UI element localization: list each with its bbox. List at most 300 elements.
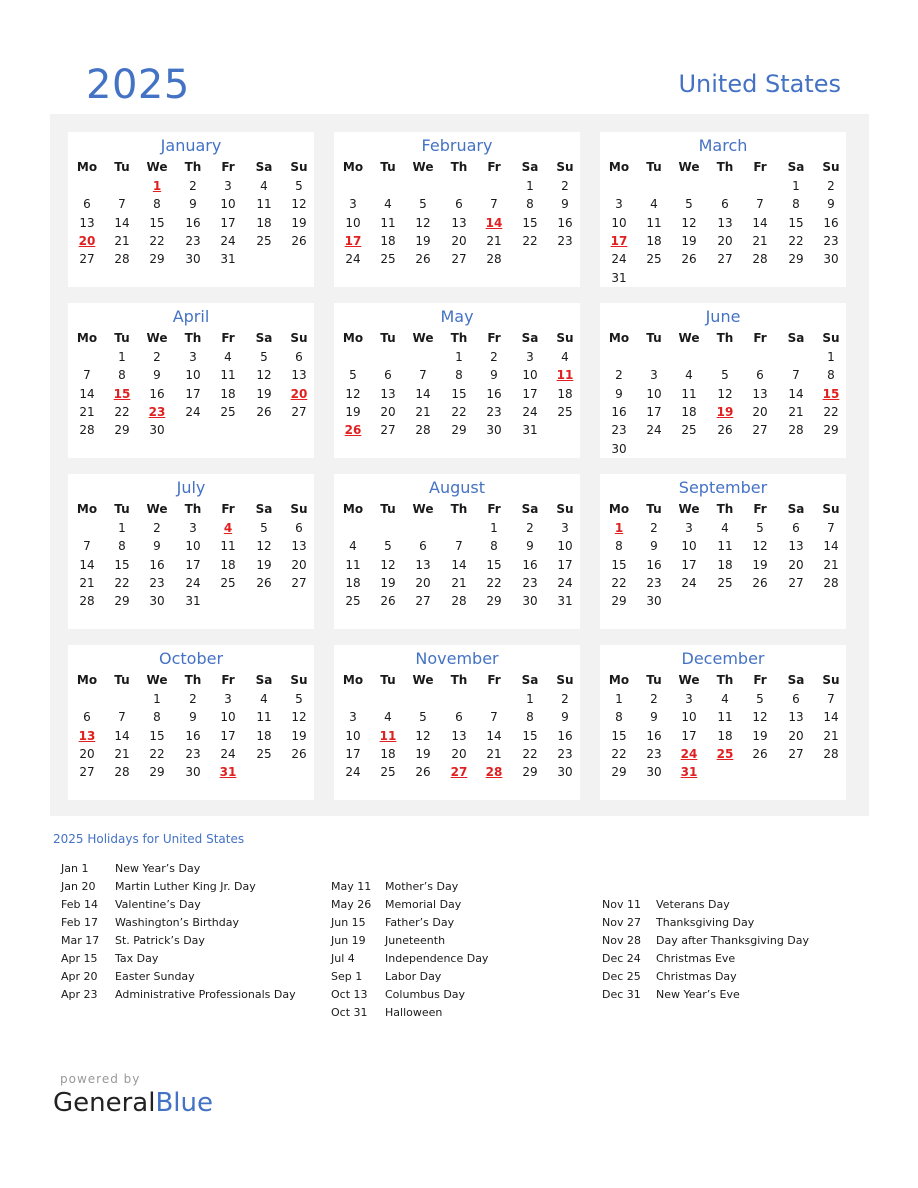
month-february [334,132,580,287]
day-cell: 9 [561,197,569,212]
month-name: July [176,478,206,497]
holiday-item [602,914,809,932]
holiday-name: Father’s Day [385,916,455,929]
day-cell: 10 [220,710,236,725]
day-cell: 16 [522,557,538,572]
day-cell: 3 [189,350,197,364]
day-cell: 21 [451,575,467,590]
day-cell: 20 [717,233,733,248]
holiday-item [61,932,296,950]
day-cell: 16 [486,386,502,401]
day-cell: 21 [823,557,839,572]
day-cell: 10 [345,215,361,230]
day-cell: 8 [526,710,534,725]
day-cell: 2 [650,692,658,706]
holiday-day-cell: 17 [610,233,628,248]
day-cell: 10 [185,539,201,554]
day-cell: 17 [557,557,573,572]
day-cell: 5 [260,521,268,535]
weekday-label: Th [184,673,202,687]
holiday-day-cell: 20 [78,233,96,248]
day-cell: 30 [557,765,573,780]
day-cell: 28 [114,765,130,780]
day-cell: 25 [256,233,272,248]
weekday-label: Tu [114,160,130,174]
weekday-label: Su [822,160,840,174]
day-cell: 17 [345,746,361,761]
day-cell: 29 [611,594,627,609]
day-cell: 22 [114,404,130,419]
day-cell: 18 [256,728,272,743]
day-cell: 14 [114,728,130,743]
day-cell: 7 [419,368,427,383]
holiday-date: Jul 4 [331,952,355,965]
holiday-day-cell: 14 [485,215,503,230]
day-cell: 6 [83,710,91,725]
day-cell: 23 [185,746,201,761]
weekday-label: Fr [221,502,235,516]
day-cell: 14 [486,728,502,743]
day-cell: 21 [114,746,130,761]
day-cell: 8 [827,368,835,383]
day-cell: 2 [189,179,197,193]
holiday-date: Nov 11 [602,898,641,911]
weekday-label: Sa [255,502,273,516]
holiday-item [61,986,296,1004]
holiday-name: Halloween [385,1006,443,1019]
day-cell: 2 [561,179,569,193]
holiday-item [602,950,809,968]
day-cell: 11 [220,539,236,554]
day-cell: 18 [220,386,236,401]
holiday-name: Memorial Day [385,898,462,911]
day-cell: 17 [681,728,697,743]
weekday-label: Tu [646,673,662,687]
day-cell: 6 [419,539,427,554]
day-cell: 20 [291,557,307,572]
day-cell: 20 [451,233,467,248]
day-cell: 15 [451,386,467,401]
weekday-label: Fr [221,331,235,345]
day-cell: 23 [646,746,662,761]
holiday-item [61,860,296,878]
weekday-label: Sa [521,160,539,174]
day-cell: 21 [752,233,768,248]
day-cell: 28 [415,423,431,438]
day-cell: 22 [149,233,165,248]
day-cell: 19 [681,233,697,248]
day-cell: 28 [788,423,804,438]
holiday-date: Sep 1 [331,970,363,983]
day-cell: 5 [295,692,303,706]
day-cell: 12 [256,539,272,554]
day-cell: 30 [522,594,538,609]
day-cell: 22 [788,233,804,248]
weekday-label: We [146,673,168,687]
day-cell: 12 [752,539,768,554]
day-cell: 27 [380,423,396,438]
day-cell: 16 [557,728,573,743]
day-cell: 14 [79,557,95,572]
day-cell: 8 [615,539,623,554]
day-cell: 18 [380,233,396,248]
day-cell: 7 [756,197,764,212]
day-cell: 27 [451,252,467,267]
day-cell: 28 [823,575,839,590]
day-cell: 2 [153,350,161,364]
holiday-item [602,932,809,950]
day-cell: 22 [522,233,538,248]
day-cell: 12 [256,368,272,383]
month-march [600,132,846,287]
logo-blue-text: Blue [155,1088,214,1118]
day-cell: 8 [792,197,800,212]
day-cell: 14 [823,710,839,725]
day-cell: 20 [788,728,804,743]
day-cell: 3 [685,692,693,706]
day-cell: 5 [260,350,268,364]
day-cell: 16 [149,557,165,572]
holiday-date: Feb 17 [61,916,98,929]
weekday-label: Tu [380,160,396,174]
holiday-day-cell: 17 [344,233,362,248]
holiday-column [602,896,809,1004]
day-cell: 10 [611,215,627,230]
day-cell: 15 [522,728,538,743]
day-cell: 20 [451,746,467,761]
weekday-label: Tu [380,331,396,345]
day-cell: 24 [611,252,627,267]
day-cell: 28 [79,423,95,438]
weekday-label: Mo [342,331,364,345]
weekday-label: Mo [76,673,98,687]
holiday-date: Jan 1 [61,862,89,875]
day-cell: 15 [486,557,502,572]
day-cell: 16 [823,215,839,230]
holiday-name: Martin Luther King Jr. Day [115,880,256,893]
month-may [334,303,580,458]
holiday-date: Apr 15 [61,952,98,965]
holiday-name: Christmas Day [656,970,737,983]
day-cell: 7 [455,539,463,554]
day-cell: 10 [522,368,538,383]
weekday-label: Su [290,673,308,687]
day-cell: 14 [451,557,467,572]
holiday-item [61,914,296,932]
day-cell: 9 [615,386,623,401]
holiday-day-cell: 1 [614,521,624,535]
day-cell: 27 [291,404,307,419]
day-cell: 24 [681,575,697,590]
day-cell: 28 [114,252,130,267]
holiday-date: Jun 15 [331,916,366,929]
day-cell: 19 [256,386,272,401]
day-cell: 17 [185,557,201,572]
holidays-title: 2025 Holidays for United States [53,832,245,846]
day-cell: 31 [185,594,201,609]
day-cell: 10 [681,710,697,725]
day-cell: 27 [717,252,733,267]
day-cell: 26 [681,252,697,267]
day-cell: 24 [557,575,573,590]
day-cell: 10 [185,368,201,383]
holiday-name: St. Patrick’s Day [115,934,205,947]
weekday-label: Th [716,331,734,345]
day-cell: 13 [380,386,396,401]
day-cell: 26 [291,746,307,761]
weekday-label: Sa [255,331,273,345]
day-cell: 25 [717,575,733,590]
weekday-label: Tu [114,673,130,687]
holiday-item [602,968,809,986]
day-cell: 1 [792,179,800,193]
weekday-label: Th [716,673,734,687]
day-cell: 20 [380,404,396,419]
weekday-label: We [678,502,700,516]
holiday-item [602,986,809,1004]
day-cell: 6 [83,197,91,212]
day-cell: 15 [114,557,130,572]
day-cell: 6 [792,521,800,535]
holiday-item [331,986,488,1004]
day-cell: 27 [788,746,804,761]
day-cell: 12 [291,710,307,725]
holiday-day-cell: 11 [379,728,397,743]
day-cell: 29 [486,594,502,609]
weekday-label: Fr [487,160,501,174]
country-title: United States [678,70,841,98]
powered-by-label: powered by [60,1072,141,1086]
weekday-label: Fr [753,331,767,345]
weekday-label: Tu [646,331,662,345]
day-cell: 3 [650,368,658,383]
day-cell: 18 [557,386,573,401]
holiday-name: Easter Sunday [115,970,195,983]
weekday-label: We [678,673,700,687]
holiday-item [61,968,296,986]
day-cell: 13 [415,557,431,572]
weekday-label: We [146,331,168,345]
day-cell: 16 [646,557,662,572]
day-cell: 30 [611,441,627,456]
day-cell: 21 [114,233,130,248]
weekday-label: We [146,502,168,516]
holiday-date: Oct 13 [331,988,368,1001]
day-cell: 26 [717,423,733,438]
day-cell: 2 [650,521,658,535]
day-cell: 4 [561,350,569,364]
day-cell: 17 [681,557,697,572]
holiday-name: Christmas Eve [656,952,736,965]
day-cell: 3 [526,350,534,364]
day-cell: 7 [83,368,91,383]
holiday-day-cell: 31 [219,765,237,780]
day-cell: 13 [291,368,307,383]
day-cell: 18 [646,233,662,248]
holiday-day-cell: 26 [344,423,362,438]
day-cell: 23 [611,423,627,438]
day-cell: 18 [717,557,733,572]
holiday-name: Juneteenth [385,934,446,947]
day-cell: 7 [490,710,498,725]
day-cell: 22 [611,575,627,590]
day-cell: 11 [681,386,697,401]
day-cell: 18 [220,557,236,572]
day-cell: 22 [823,404,839,419]
day-cell: 17 [646,404,662,419]
day-cell: 17 [220,215,236,230]
day-cell: 12 [752,710,768,725]
day-cell: 16 [185,728,201,743]
day-cell: 10 [345,728,361,743]
day-cell: 24 [220,746,236,761]
day-cell: 6 [721,197,729,212]
weekday-label: Th [184,160,202,174]
holiday-name: Washington’s Birthday [115,916,240,929]
month-october [68,645,314,800]
day-cell: 15 [611,728,627,743]
day-cell: 2 [490,350,498,364]
holiday-name: Mother’s Day [385,880,459,893]
day-cell: 31 [611,270,627,285]
weekday-label: Su [556,331,574,345]
weekday-label: Mo [76,160,98,174]
holiday-name: Valentine’s Day [115,898,201,911]
weekday-label: Sa [787,160,805,174]
month-july [68,474,314,629]
day-cell: 10 [557,539,573,554]
month-name: May [440,307,474,326]
day-cell: 21 [79,575,95,590]
day-cell: 8 [526,197,534,212]
generalblue-logo[interactable] [53,1088,213,1118]
day-cell: 23 [646,575,662,590]
holiday-date: Dec 25 [602,970,641,983]
day-cell: 26 [256,404,272,419]
day-cell: 12 [415,728,431,743]
day-cell: 8 [455,368,463,383]
day-cell: 26 [752,575,768,590]
month-name: February [421,136,493,155]
day-cell: 1 [118,350,126,364]
day-cell: 30 [646,765,662,780]
holiday-name: Columbus Day [385,988,466,1001]
day-cell: 4 [260,692,268,706]
day-cell: 21 [823,728,839,743]
day-cell: 23 [185,233,201,248]
holiday-day-cell: 4 [223,521,233,535]
weekday-label: We [678,331,700,345]
day-cell: 2 [561,692,569,706]
day-cell: 1 [153,692,161,706]
day-cell: 9 [189,710,197,725]
holiday-day-cell: 20 [290,386,308,401]
day-cell: 2 [189,692,197,706]
day-cell: 20 [79,746,95,761]
holiday-item [331,896,488,914]
day-cell: 26 [291,233,307,248]
day-cell: 24 [220,233,236,248]
day-cell: 9 [490,368,498,383]
weekday-label: We [412,160,434,174]
day-cell: 13 [291,539,307,554]
day-cell: 19 [345,404,361,419]
day-cell: 30 [486,423,502,438]
day-cell: 30 [149,423,165,438]
day-cell: 23 [149,575,165,590]
holiday-day-cell: 25 [716,746,734,761]
day-cell: 24 [345,252,361,267]
day-cell: 8 [615,710,623,725]
day-cell: 9 [526,539,534,554]
weekday-label: We [146,160,168,174]
day-cell: 19 [752,557,768,572]
weekday-label: Su [556,673,574,687]
day-cell: 25 [646,252,662,267]
day-cell: 21 [415,404,431,419]
weekday-label: Mo [342,673,364,687]
month-name: September [678,478,768,497]
day-cell: 12 [681,215,697,230]
day-cell: 26 [256,575,272,590]
day-cell: 1 [490,521,498,535]
day-cell: 11 [646,215,662,230]
month-name: March [698,136,748,155]
weekday-label: Sa [521,502,539,516]
holiday-name: Administrative Professionals Day [115,988,296,1001]
holiday-column [61,860,296,1004]
day-cell: 28 [79,594,95,609]
day-cell: 13 [717,215,733,230]
day-cell: 31 [220,252,236,267]
day-cell: 7 [490,197,498,212]
day-cell: 2 [153,521,161,535]
day-cell: 20 [752,404,768,419]
weekday-label: Tu [114,331,130,345]
holiday-date: May 11 [331,880,372,893]
day-cell: 16 [557,215,573,230]
day-cell: 20 [415,575,431,590]
day-cell: 5 [419,197,427,212]
day-cell: 3 [224,179,232,193]
day-cell: 14 [79,386,95,401]
holiday-day-cell: 15 [822,386,840,401]
weekday-label: Th [450,331,468,345]
month-january [68,132,314,287]
day-cell: 11 [345,557,361,572]
weekday-label: Su [822,673,840,687]
day-cell: 11 [256,710,272,725]
day-cell: 9 [153,368,161,383]
day-cell: 8 [118,368,126,383]
weekday-label: Sa [787,331,805,345]
day-cell: 30 [185,252,201,267]
weekday-label: Th [184,502,202,516]
day-cell: 5 [721,368,729,383]
holiday-item [602,896,809,914]
day-cell: 9 [561,710,569,725]
weekday-label: Su [822,331,840,345]
day-cell: 1 [118,521,126,535]
day-cell: 23 [557,746,573,761]
holiday-day-cell: 15 [113,386,131,401]
day-cell: 31 [557,594,573,609]
holiday-date: Dec 31 [602,988,641,1001]
day-cell: 11 [256,197,272,212]
day-cell: 29 [522,765,538,780]
weekday-label: Su [290,160,308,174]
day-cell: 13 [788,710,804,725]
